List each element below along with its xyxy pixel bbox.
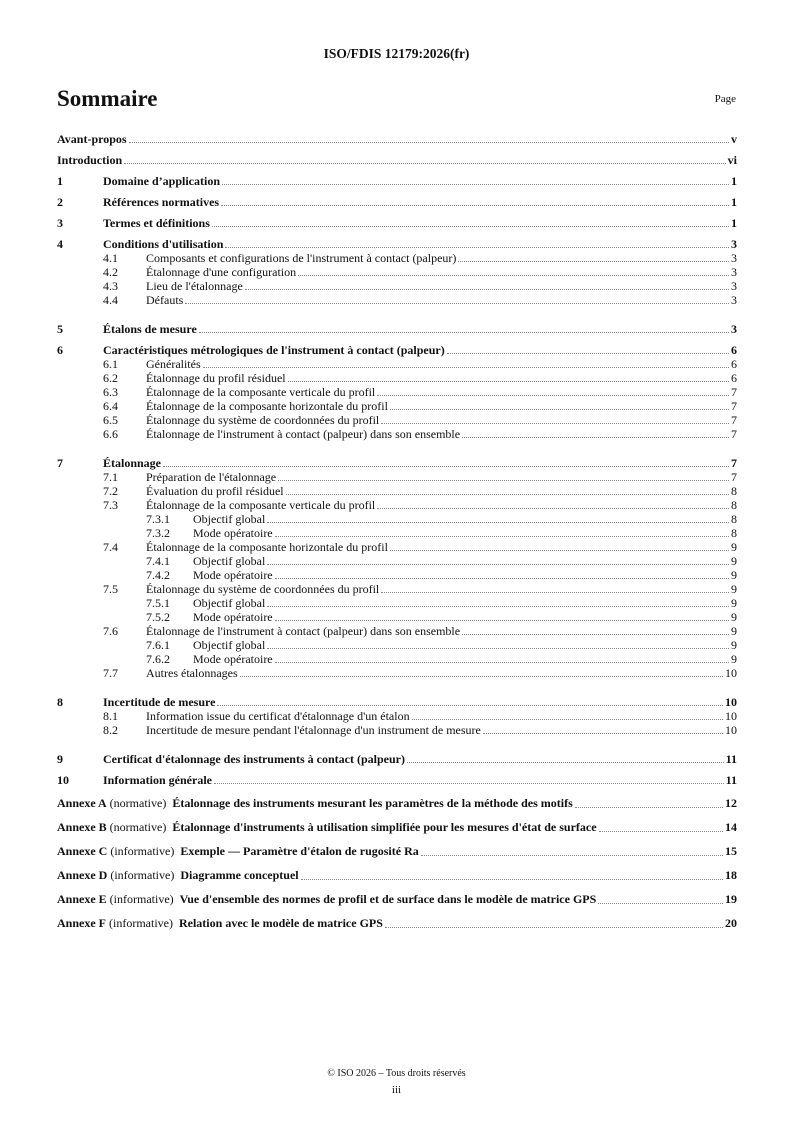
toc-entry-page: 8 [731, 526, 737, 540]
leader-dots [377, 508, 729, 509]
toc-entry-title: Certificat d'étalonnage des instruments à contact (palpeur) [103, 752, 405, 766]
annex-label: Annexe B [57, 820, 107, 834]
leader-dots [240, 676, 723, 677]
leader-dots [483, 733, 723, 734]
toc-entry-number: 10 [57, 773, 69, 787]
leader-dots [575, 807, 723, 808]
leader-dots [124, 163, 726, 164]
annex-page: 19 [725, 892, 737, 906]
toc-entry-page: 8 [731, 498, 737, 512]
toc-entry-title: Objectif global [193, 512, 266, 526]
toc-entry-page: 11 [725, 773, 737, 787]
toc-entry[interactable] [57, 680, 737, 709]
toc-entry-number: 7.5.2 [146, 610, 170, 624]
leader-dots [298, 275, 729, 276]
annex-label: Annexe C [57, 844, 108, 858]
annex-entry[interactable] [57, 883, 737, 907]
toc-entry-page: 9 [731, 624, 737, 638]
toc-entry-page: 6 [731, 357, 737, 371]
toc-entry-title: Mode opératoire [193, 652, 273, 666]
toc-entry[interactable] [57, 230, 737, 251]
toc-entry-number: 4.4 [103, 293, 118, 307]
toc-entry-page: 9 [731, 540, 737, 554]
toc-entry-page: 3 [731, 293, 737, 307]
annex-label: Annexe E [57, 892, 107, 906]
toc-entry-number: 4.3 [103, 279, 118, 293]
toc-entry-page: 9 [731, 596, 737, 610]
annex-page: 18 [725, 868, 737, 882]
toc-entry-title: Caractéristiques métrologiques de l'instrument à contact (palpeur) [103, 343, 445, 357]
toc-entry-title: Références normatives [103, 195, 220, 209]
leader-dots [407, 762, 724, 763]
toc-entry-title: Mode opératoire [193, 610, 273, 624]
toc-entry[interactable] [57, 540, 737, 554]
leader-dots [212, 226, 729, 227]
toc-entry-page: 9 [731, 638, 737, 652]
toc-entry-page: 8 [731, 484, 737, 498]
toc-entry-number: 7.3 [103, 498, 118, 512]
leader-dots [286, 494, 729, 495]
toc-entry-page: 3 [731, 265, 737, 279]
annex-type: (normative) [109, 820, 167, 834]
toc-entry-title: Information générale [103, 773, 212, 787]
annex-type: (informative) [110, 868, 175, 882]
annex-title: Exemple — Paramètre d'étalon de rugosité Ra [180, 844, 419, 858]
toc-entry[interactable] [57, 498, 737, 512]
toc-entry-title: Évaluation du profil résiduel [146, 484, 284, 498]
toc-entry[interactable] [57, 484, 737, 498]
toc-entry-title: Termes et définitions [103, 216, 210, 230]
toc-entry-page: 9 [731, 568, 737, 582]
toc-entry-number: 8.2 [103, 723, 118, 737]
leader-dots [598, 903, 723, 904]
toc-entry-title: Étalonnage du système de coordonnées du profil [146, 582, 380, 596]
annex-page: 15 [725, 844, 737, 858]
toc-entry-page: 3 [731, 251, 737, 265]
leader-dots [462, 437, 729, 438]
annex-type: (informative) [109, 892, 174, 906]
leader-dots [267, 648, 729, 649]
leader-dots [599, 831, 723, 832]
toc-entry[interactable] [57, 582, 737, 596]
leader-dots [412, 719, 723, 720]
toc-entry-title: Objectif global [193, 596, 266, 610]
toc-entry[interactable] [57, 209, 737, 230]
toc-entry-number: 6.6 [103, 427, 118, 441]
leader-dots [199, 332, 729, 333]
toc-entry-page: 9 [731, 582, 737, 596]
annex-page: 20 [725, 916, 737, 930]
toc-entry[interactable] [57, 188, 737, 209]
toc-entry[interactable] [57, 554, 737, 568]
toc-entry-number: 9 [57, 752, 63, 766]
toc-entry-title: Autres étalonnages [146, 666, 238, 680]
toc-entry-title: Objectif global [193, 638, 266, 652]
toc-entry[interactable] [57, 666, 737, 680]
toc-entry-page: 8 [731, 512, 737, 526]
leader-dots [221, 205, 729, 206]
leader-dots [275, 536, 729, 537]
toc-entry-number: 6.4 [103, 399, 118, 413]
toc-entry-number: 6.5 [103, 413, 118, 427]
toc-entry[interactable] [57, 399, 737, 413]
leader-dots [245, 289, 729, 290]
toc-entry-page: 10 [725, 709, 737, 723]
toc-entry-title: Information issue du certificat d'étalonnage d'un étalon [146, 709, 410, 723]
leader-dots [385, 927, 723, 928]
leader-dots [217, 705, 723, 706]
toc-entry[interactable] [57, 737, 737, 766]
toc-entry[interactable] [57, 251, 737, 265]
toc-entry-title: Étalonnage de la composante horizontale du profil [146, 540, 388, 554]
toc-entry-title: Généralités [146, 357, 201, 371]
toc-entry[interactable] [57, 766, 737, 787]
toc-entry-title: Étalonnage [103, 456, 162, 470]
toc-entry-title: Domaine d’application [103, 174, 221, 188]
toc-entry-title: Étalonnage d'une configuration [146, 265, 297, 279]
annex-label: Annexe A [57, 796, 107, 810]
toc-entry[interactable] [57, 167, 737, 188]
toc-entry-title: Mode opératoire [193, 568, 273, 582]
toc-entry-page: 7 [731, 413, 737, 427]
toc-entry-number: 7.4.2 [146, 568, 170, 582]
toc-entry-number: 8 [57, 695, 63, 709]
toc-entry-number: 7 [57, 456, 63, 470]
annex-entry[interactable] [57, 835, 737, 859]
toc-entry[interactable] [57, 709, 737, 723]
toc-entry-title: Incertitude de mesure [103, 695, 216, 709]
toc-entry[interactable] [57, 336, 737, 357]
toc-entry-page: 10 [725, 695, 737, 709]
copyright-footer: © ISO 2026 – Tous droits réservés [327, 1068, 466, 1079]
annex-text [57, 819, 597, 835]
annex-title: Diagramme conceptuel [180, 868, 299, 882]
page-column-label: Page [714, 93, 736, 105]
toc-entry-number: 7.4.1 [146, 554, 170, 568]
toc-entry[interactable] [57, 568, 737, 582]
page-number: iii [391, 1084, 402, 1096]
annex-text [57, 915, 383, 931]
toc-entry-number: 7.6.2 [146, 652, 170, 666]
toc-entry-title: Étalonnage de l'instrument à contact (palpeur) dans son ensemble [146, 624, 461, 638]
leader-dots [390, 409, 729, 410]
toc-entry-page: 1 [731, 174, 737, 188]
annex-title: Relation avec le modèle de matrice GPS [178, 916, 383, 930]
toc-entry[interactable] [57, 293, 737, 307]
annex-type: (informative) [110, 844, 175, 858]
toc-entry-title: Conditions d'utilisation [103, 237, 224, 251]
annex-text [57, 843, 419, 859]
toc-entry[interactable] [57, 279, 737, 293]
toc-entry[interactable] [57, 265, 737, 279]
toc-entry-page: 1 [731, 216, 737, 230]
toc-entry-number: 6.2 [103, 371, 118, 385]
toc-entry[interactable] [57, 723, 737, 737]
toc-entry[interactable] [57, 132, 737, 146]
leader-dots [421, 855, 723, 856]
page-title: Sommaire [57, 86, 158, 111]
toc-entry[interactable] [57, 610, 737, 624]
annex-text [57, 867, 299, 883]
toc-entry-number: 1 [57, 174, 63, 188]
annex-page: 12 [725, 796, 737, 810]
toc-entry-title: Étalonnage de l'instrument à contact (palpeur) dans son ensemble [146, 427, 461, 441]
annex-title: Étalonnage des instruments mesurant les paramètres de la méthode des motifs [172, 796, 573, 810]
leader-dots [301, 879, 723, 880]
annex-type: (normative) [109, 796, 167, 810]
toc-entry-page: 1 [731, 195, 737, 209]
toc-entry-number: 2 [57, 195, 63, 209]
toc-entry-number: 6.3 [103, 385, 118, 399]
leader-dots [275, 662, 729, 663]
toc-entry-title: Étalonnage du système de coordonnées du profil [146, 413, 380, 427]
toc-entry-title: Étalons de mesure [103, 322, 197, 336]
toc-entry-title: Lieu de l'étalonnage [146, 279, 243, 293]
toc-entry-page: 7 [731, 456, 737, 470]
toc-entry-number: 7.2 [103, 484, 118, 498]
toc-entry[interactable] [57, 385, 737, 399]
annex-entry[interactable] [57, 811, 737, 835]
toc-entry-title: Avant-propos [57, 132, 127, 146]
toc-entry-title: Étalonnage de la composante verticale du profil [146, 498, 376, 512]
toc-entry[interactable] [57, 624, 737, 638]
leader-dots [222, 184, 729, 185]
annex-entry[interactable] [57, 907, 737, 931]
toc-entry[interactable] [57, 307, 737, 336]
toc-entry[interactable] [57, 441, 737, 470]
leader-dots [203, 367, 729, 368]
annex-title: Étalonnage d'instruments à utilisation simplifiée pour les mesures d'état de surface [172, 820, 597, 834]
annex-text [57, 795, 573, 811]
toc-entry-title: Préparation de l'étalonnage [146, 470, 277, 484]
document-header: ISO/FDIS 12179:2026(fr) [323, 46, 470, 61]
toc-entry-page: 7 [731, 399, 737, 413]
toc-entry-number: 5 [57, 322, 63, 336]
toc-entry-page: 3 [731, 279, 737, 293]
toc-entry[interactable] [57, 638, 737, 652]
toc-entry-page: 7 [731, 427, 737, 441]
toc-entry-number: 7.1 [103, 470, 118, 484]
toc-entry[interactable] [57, 470, 737, 484]
leader-dots [278, 480, 729, 481]
toc-entry-number: 7.5.1 [146, 596, 170, 610]
annex-title: Vue d'ensemble des normes de profil et de surface dans le modèle de matrice GPS [179, 892, 597, 906]
toc-entry-title: Composants et configurations de l'instrument à contact (palpeur) [146, 251, 457, 265]
toc-entry-page: 9 [731, 554, 737, 568]
toc-entry-title: Étalonnage de la composante horizontale du profil [146, 399, 388, 413]
toc-entry-page: 11 [725, 752, 737, 766]
toc-entry-page: 6 [731, 371, 737, 385]
toc-entry[interactable] [57, 512, 737, 526]
toc-entry-page: 7 [731, 470, 737, 484]
annex-entry[interactable] [57, 859, 737, 883]
toc-entry-page: 10 [725, 723, 737, 737]
toc-entry-title: Objectif global [193, 554, 266, 568]
leader-dots [214, 783, 724, 784]
leader-dots [447, 353, 729, 354]
toc-entry-title: Défauts [146, 293, 184, 307]
toc-entry-title: Étalonnage du profil résiduel [146, 371, 286, 385]
annex-label: Annexe F [57, 916, 106, 930]
toc-entry-page: vi [727, 153, 737, 167]
leader-dots [129, 142, 729, 143]
leader-dots [275, 620, 729, 621]
toc-entry-page: 3 [731, 237, 737, 251]
toc-entry-page: 3 [731, 322, 737, 336]
leader-dots [458, 261, 729, 262]
toc-entry-title: Mode opératoire [193, 526, 273, 540]
toc-entry[interactable] [57, 413, 737, 427]
toc-entry-title: Introduction [57, 153, 123, 167]
toc-entry-number: 8.1 [103, 709, 118, 723]
table-of-contents [57, 132, 737, 931]
toc-entry-number: 7.3.1 [146, 512, 170, 526]
leader-dots [381, 423, 729, 424]
leader-dots [288, 381, 729, 382]
toc-entry-number: 7.5 [103, 582, 118, 596]
toc-entry-number: 4 [57, 237, 63, 251]
toc-entry-number: 7.3.2 [146, 526, 170, 540]
toc-entry-page: 10 [725, 666, 737, 680]
leader-dots [381, 592, 729, 593]
toc-entry[interactable] [57, 596, 737, 610]
leader-dots [267, 606, 729, 607]
toc-entry-page: 9 [731, 652, 737, 666]
toc-entry-page: 6 [731, 343, 737, 357]
annex-label: Annexe D [57, 868, 108, 882]
toc-entry-title: Étalonnage de la composante verticale du profil [146, 385, 376, 399]
leader-dots [163, 466, 729, 467]
leader-dots [267, 564, 729, 565]
toc-entry-number: 7.7 [103, 666, 118, 680]
leader-dots [225, 247, 729, 248]
toc-entry-number: 3 [57, 216, 63, 230]
leader-dots [267, 522, 729, 523]
leader-dots [390, 550, 729, 551]
leader-dots [377, 395, 729, 396]
annex-type: (informative) [109, 916, 173, 930]
annex-entry[interactable] [57, 787, 737, 811]
toc-entry[interactable] [57, 526, 737, 540]
toc-entry-page: 7 [731, 385, 737, 399]
annex-text [57, 891, 596, 907]
toc-entry-number: 7.6 [103, 624, 118, 638]
toc-entry-number: 4.2 [103, 265, 118, 279]
toc-entry-number: 6 [57, 343, 63, 357]
toc-entry[interactable] [57, 357, 737, 371]
toc-entry[interactable] [57, 371, 737, 385]
toc-entry-number: 6.1 [103, 357, 118, 371]
toc-entry-number: 4.1 [103, 251, 118, 265]
annex-page: 14 [725, 820, 737, 834]
toc-entry-number: 7.4 [103, 540, 118, 554]
leader-dots [462, 634, 729, 635]
toc-entry-page: 9 [731, 610, 737, 624]
toc-entry-title: Incertitude de mesure pendant l'étalonnage d'un instrument de mesure [146, 723, 481, 737]
toc-entry[interactable] [57, 146, 737, 167]
toc-entry-page: v [731, 132, 737, 146]
leader-dots [185, 303, 729, 304]
toc-entry[interactable] [57, 652, 737, 666]
leader-dots [275, 578, 729, 579]
toc-entry-number: 7.6.1 [146, 638, 170, 652]
toc-entry[interactable] [57, 427, 737, 441]
